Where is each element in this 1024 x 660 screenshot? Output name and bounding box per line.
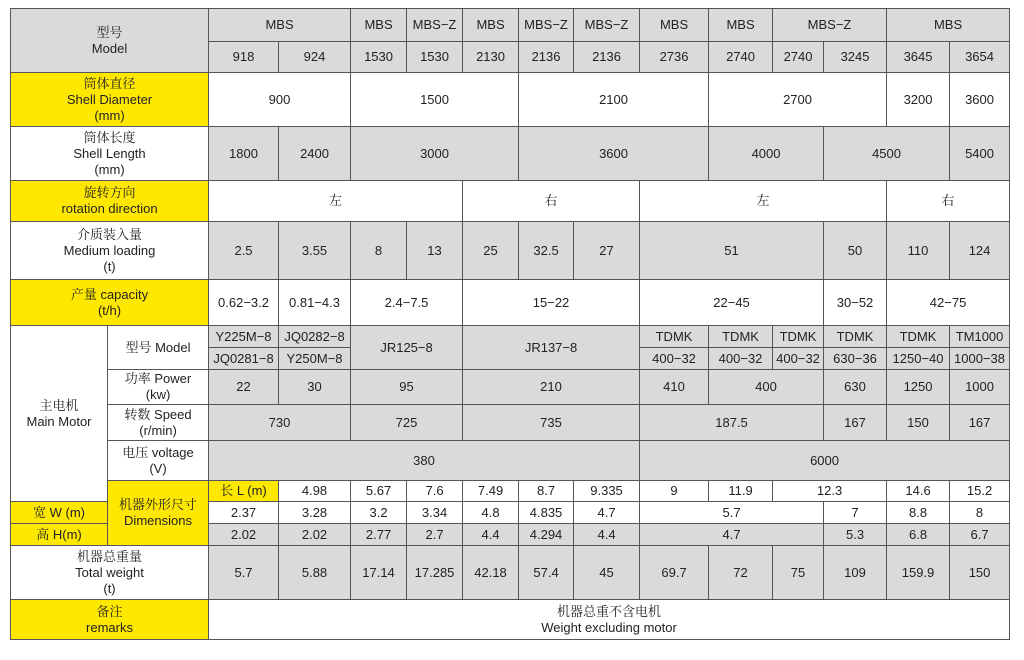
model-cell: 2736 bbox=[640, 42, 709, 73]
power-cell: 410 bbox=[640, 370, 709, 405]
total-weight-cell: 42.18 bbox=[463, 546, 519, 600]
height-cell: 6.7 bbox=[950, 524, 1010, 546]
model-cell: 2130 bbox=[463, 42, 519, 73]
capacity-cell: 0.62−3.2 bbox=[209, 280, 279, 326]
shell-diameter-cell: 1500 bbox=[351, 73, 519, 127]
model-cell: 2136 bbox=[574, 42, 640, 73]
height-cell: 6.8 bbox=[887, 524, 950, 546]
series-cell: MBS bbox=[463, 9, 519, 42]
length-cell: 9.335 bbox=[574, 481, 640, 502]
medium-loading-cell: 25 bbox=[463, 222, 519, 280]
model-cell: 3645 bbox=[887, 42, 950, 73]
total-weight-cell: 45 bbox=[574, 546, 640, 600]
length-cell: 5.67 bbox=[351, 481, 407, 502]
rotation-cell: 右 bbox=[463, 181, 640, 222]
voltage-cell: 6000 bbox=[640, 441, 1010, 481]
voltage-cell: 380 bbox=[209, 441, 640, 481]
total-weight-cell: 69.7 bbox=[640, 546, 709, 600]
motor-model-cell: 1000−38 bbox=[950, 348, 1010, 370]
speed-cell: 725 bbox=[351, 405, 463, 441]
model-cell: 918 bbox=[209, 42, 279, 73]
medium-loading-label: 介质装入量 Medium loading (t) bbox=[11, 222, 209, 280]
series-cell: MBS−Z bbox=[407, 9, 463, 42]
motor-model-cell: JQ0281−8 bbox=[209, 348, 279, 370]
shell-diameter-label: 筒体直径 Shell Diameter (mm) bbox=[11, 73, 209, 127]
motor-model-cell: 400−32 bbox=[709, 348, 773, 370]
model-cell: 2136 bbox=[519, 42, 574, 73]
width-label: 宽 W (m) bbox=[11, 502, 108, 524]
power-cell: 95 bbox=[351, 370, 463, 405]
total-weight-cell: 109 bbox=[824, 546, 887, 600]
power-cell: 400 bbox=[709, 370, 824, 405]
total-weight-cell: 72 bbox=[709, 546, 773, 600]
speed-cell: 187.5 bbox=[640, 405, 824, 441]
medium-loading-cell: 110 bbox=[887, 222, 950, 280]
total-weight-cell: 5.7 bbox=[209, 546, 279, 600]
speed-cell: 167 bbox=[950, 405, 1010, 441]
motor-model-cell: Y250M−8 bbox=[279, 348, 351, 370]
series-cell: MBS−Z bbox=[519, 9, 574, 42]
length-cell: 12.3 bbox=[773, 481, 887, 502]
power-cell: 30 bbox=[279, 370, 351, 405]
total-weight-cell: 5.88 bbox=[279, 546, 351, 600]
width-cell: 8 bbox=[950, 502, 1010, 524]
power-cell: 1250 bbox=[887, 370, 950, 405]
height-cell: 2.02 bbox=[209, 524, 279, 546]
capacity-cell: 42−75 bbox=[887, 280, 1010, 326]
shell-diameter-cell: 3200 bbox=[887, 73, 950, 127]
height-label: 高 H(m) bbox=[11, 524, 108, 546]
rotation-cell: 左 bbox=[640, 181, 887, 222]
motor-model-cell: JR125−8 bbox=[351, 326, 463, 370]
model-cell: 2740 bbox=[773, 42, 824, 73]
capacity-label: 产量 capacity (t/h) bbox=[11, 280, 209, 326]
capacity-cell: 22−45 bbox=[640, 280, 824, 326]
shell-length-cell: 3600 bbox=[519, 127, 709, 181]
height-cell: 2.77 bbox=[351, 524, 407, 546]
motor-model-cell: TDMK bbox=[824, 326, 887, 348]
shell-diameter-cell: 3600 bbox=[950, 73, 1010, 127]
width-cell: 3.2 bbox=[351, 502, 407, 524]
medium-loading-cell: 13 bbox=[407, 222, 463, 280]
motor-model-cell: TDMK bbox=[887, 326, 950, 348]
shell-length-cell: 4000 bbox=[709, 127, 824, 181]
width-cell: 3.34 bbox=[407, 502, 463, 524]
total-weight-cell: 75 bbox=[773, 546, 824, 600]
motor-model-cell: 630−36 bbox=[824, 348, 887, 370]
series-cell: MBS−Z bbox=[574, 9, 640, 42]
series-cell: MBS bbox=[640, 9, 709, 42]
motor-model-label: 型号 Model bbox=[108, 326, 209, 370]
motor-model-cell: JR137−8 bbox=[463, 326, 640, 370]
power-cell: 22 bbox=[209, 370, 279, 405]
width-cell: 5.7 bbox=[640, 502, 824, 524]
power-label: 功率 Power (kw) bbox=[108, 370, 209, 405]
power-cell: 210 bbox=[463, 370, 640, 405]
shell-length-cell: 4500 bbox=[824, 127, 950, 181]
main-motor-label: 主电机 Main Motor bbox=[11, 326, 108, 502]
series-cell: MBS−Z bbox=[773, 9, 887, 42]
speed-label: 转数 Speed (r/min) bbox=[108, 405, 209, 441]
shell-diameter-cell: 2700 bbox=[709, 73, 887, 127]
medium-loading-cell: 51 bbox=[640, 222, 824, 280]
model-cell: 1530 bbox=[351, 42, 407, 73]
length-cell: 14.6 bbox=[887, 481, 950, 502]
medium-loading-cell: 32.5 bbox=[519, 222, 574, 280]
medium-loading-cell: 124 bbox=[950, 222, 1010, 280]
power-cell: 630 bbox=[824, 370, 887, 405]
motor-model-cell: Y225M−8 bbox=[209, 326, 279, 348]
total-weight-cell: 57.4 bbox=[519, 546, 574, 600]
dimensions-label: 机器外形尺寸 Dimensions bbox=[108, 481, 209, 546]
model-label: 型号 Model bbox=[11, 9, 209, 73]
length-cell: 7.49 bbox=[463, 481, 519, 502]
width-cell: 3.28 bbox=[279, 502, 351, 524]
motor-model-cell: TDMK bbox=[709, 326, 773, 348]
series-cell: MBS bbox=[887, 9, 1010, 42]
medium-loading-cell: 3.55 bbox=[279, 222, 351, 280]
length-cell: 9 bbox=[640, 481, 709, 502]
motor-model-cell: TDMK bbox=[773, 326, 824, 348]
power-cell: 1000 bbox=[950, 370, 1010, 405]
motor-model-cell: TM1000 bbox=[950, 326, 1010, 348]
model-cell: 1530 bbox=[407, 42, 463, 73]
width-cell: 2.37 bbox=[209, 502, 279, 524]
height-cell: 5.3 bbox=[824, 524, 887, 546]
shell-diameter-cell: 2100 bbox=[519, 73, 709, 127]
height-cell: 4.294 bbox=[519, 524, 574, 546]
rotation-cell: 右 bbox=[887, 181, 1010, 222]
model-cell: 3245 bbox=[824, 42, 887, 73]
capacity-cell: 2.4−7.5 bbox=[351, 280, 463, 326]
remarks-cell: 机器总重不含电机 Weight excluding motor bbox=[209, 600, 1010, 640]
shell-length-cell: 2400 bbox=[279, 127, 351, 181]
height-cell: 2.7 bbox=[407, 524, 463, 546]
length-cell: 8.7 bbox=[519, 481, 574, 502]
width-cell: 4.8 bbox=[463, 502, 519, 524]
speed-cell: 735 bbox=[463, 405, 640, 441]
total-weight-cell: 17.14 bbox=[351, 546, 407, 600]
voltage-label: 电压 voltage (V) bbox=[108, 441, 209, 481]
width-cell: 4.835 bbox=[519, 502, 574, 524]
speed-cell: 150 bbox=[887, 405, 950, 441]
rotation-cell: 左 bbox=[209, 181, 463, 222]
total-weight-cell: 159.9 bbox=[887, 546, 950, 600]
motor-model-cell: JQ0282−8 bbox=[279, 326, 351, 348]
medium-loading-cell: 50 bbox=[824, 222, 887, 280]
length-label: 长 L (m) bbox=[209, 481, 279, 502]
model-cell: 3654 bbox=[950, 42, 1010, 73]
capacity-cell: 15−22 bbox=[463, 280, 640, 326]
shell-length-cell: 1800 bbox=[209, 127, 279, 181]
series-cell: MBS bbox=[709, 9, 773, 42]
remarks-label: 备注 remarks bbox=[11, 600, 209, 640]
total-weight-label: 机器总重量 Total weight (t) bbox=[11, 546, 209, 600]
width-cell: 8.8 bbox=[887, 502, 950, 524]
model-cell: 2740 bbox=[709, 42, 773, 73]
speed-cell: 730 bbox=[209, 405, 351, 441]
shell-diameter-cell: 900 bbox=[209, 73, 351, 127]
width-cell: 4.7 bbox=[574, 502, 640, 524]
motor-model-cell: 400−32 bbox=[640, 348, 709, 370]
series-cell: MBS bbox=[351, 9, 407, 42]
motor-model-cell: 400−32 bbox=[773, 348, 824, 370]
series-cell: MBS bbox=[209, 9, 351, 42]
medium-loading-cell: 2.5 bbox=[209, 222, 279, 280]
length-cell: 11.9 bbox=[709, 481, 773, 502]
height-cell: 4.7 bbox=[640, 524, 824, 546]
capacity-cell: 30−52 bbox=[824, 280, 887, 326]
model-cell: 924 bbox=[279, 42, 351, 73]
speed-cell: 167 bbox=[824, 405, 887, 441]
rotation-label: 旋转方向 rotation direction bbox=[11, 181, 209, 222]
length-cell: 4.98 bbox=[279, 481, 351, 502]
medium-loading-cell: 27 bbox=[574, 222, 640, 280]
shell-length-cell: 3000 bbox=[351, 127, 519, 181]
length-cell: 7.6 bbox=[407, 481, 463, 502]
width-cell: 7 bbox=[824, 502, 887, 524]
height-cell: 4.4 bbox=[574, 524, 640, 546]
shell-length-cell: 5400 bbox=[950, 127, 1010, 181]
length-cell: 15.2 bbox=[950, 481, 1010, 502]
spec-table bbox=[10, 8, 1010, 640]
height-cell: 4.4 bbox=[463, 524, 519, 546]
motor-model-cell: 1250−40 bbox=[887, 348, 950, 370]
total-weight-cell: 150 bbox=[950, 546, 1010, 600]
motor-model-cell: TDMK bbox=[640, 326, 709, 348]
capacity-cell: 0.81−4.3 bbox=[279, 280, 351, 326]
shell-length-label: 筒体长度 Shell Length (mm) bbox=[11, 127, 209, 181]
height-cell: 2.02 bbox=[279, 524, 351, 546]
total-weight-cell: 17.285 bbox=[407, 546, 463, 600]
medium-loading-cell: 8 bbox=[351, 222, 407, 280]
